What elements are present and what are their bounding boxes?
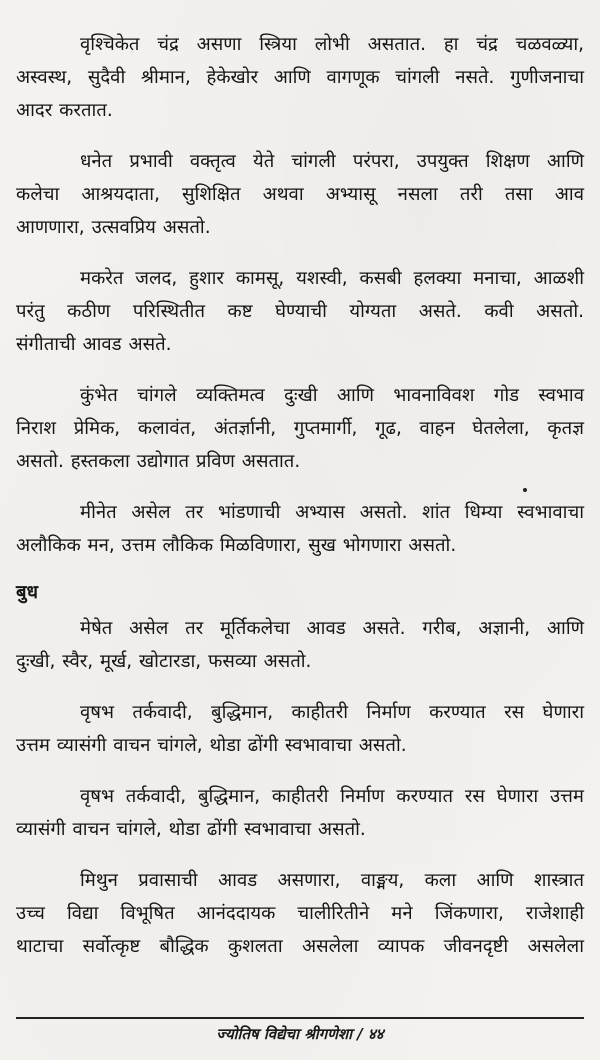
text-line: कुंभेत चांगले व्यक्तिमत्व दुःखी आणि भावनाविवश गोड स्वभाव [80,385,584,406]
paragraph-dhanu-chandra [16,145,584,244]
text-line: अस्वस्थ, सुदैवी श्रीमान, हेकेखोर आणि वागणूक चांगली नसते. गुणीजनाचा [16,67,584,88]
footer-divider [16,1017,584,1019]
text-line: मेषेत असेल तर मूर्तिकलेचा आवड असते. गरीब, अज्ञानी, आणि [80,618,584,639]
text-line: धनेत प्रभावी वक्तृत्व येते चांगली परंपरा, उपयुक्त शिक्षण आणि [80,151,584,172]
text-line: दुःखी, स्वैर, मूर्ख, खोटारडा, फसव्या असतो. [16,651,312,672]
paragraph-makar-chandra [16,262,584,361]
paragraph-mesh-budh [16,612,584,678]
text-line: मिथुन प्रवासाची आवड असणारा, वाङ्मय, कला आणि शास्त्रात [80,870,584,891]
text-line: मकरेत जलद, हुशार कामसू, यशस्वी, कसबी हलक्या मनाचा, आळशी [80,268,584,289]
paragraph-vrishabh-budh-1 [16,696,584,762]
page-footer: ज्योतिष विद्येचा श्रीगणेशा / ४४ [216,1025,384,1043]
text-line: वृषभ तर्कवादी, बुद्धिमान, काहीतरी निर्माण करण्यात रस घेणारा उत्तम [80,786,584,807]
text-line: वृषभ तर्कवादी, बुद्धिमान, काहीतरी निर्माण करण्यात रस घेणारा [80,702,584,723]
paragraph-vrishchik-chandra [16,28,584,127]
paragraph-mithun-budh [16,864,584,963]
text-line: परंतु कठीण परिस्थितीत कष्ट घेण्याची योग्यता असते. कवी असतो. [16,301,584,322]
text-line: कलेचा आश्रयदाता, सुशिक्षित अथवा अभ्यासू नसला तरी तसा आव [16,184,584,205]
text-line: निराश प्रेमिक, कलावंत, अंतर्ज्ञानी, गुप्तमार्गी, गूढ, वाहन घेतलेला, कृतज्ञ [16,418,584,439]
paragraph-meen-chandra [16,496,584,562]
text-line: संगीताची आवड असते. [16,334,172,355]
text-line: उत्तम व्यासंगी वाचन चांगले, थोडा ढोंगी स्वभावाचा असतो. [16,735,407,756]
text-line: असतो. हस्तकला उद्योगात प्रविण असतात. [16,451,301,472]
text-line: वृश्चिकेत चंद्र असणा स्त्रिया लोभी असतात. हा चंद्र चळवळ्या, [80,34,584,55]
text-line: उच्च विद्या विभूषित आनंददायक चालीरितीने मने जिंकणारा, राजेशाही [16,903,584,924]
text-line: अलौकिक मन, उत्तम लौकिक मिळविणारा, सुख भोगणारा असतो. [16,535,457,556]
section-heading-budh: बुध [16,582,38,603]
text-line: मीनेत असेल तर भांडणाची अभ्यास असतो. शांत धिम्या स्वभावाचा [80,502,584,523]
paragraph-vrishabh-budh-2 [16,780,584,846]
text-line: आणणारा, उत्सवप्रिय असतो. [16,217,211,238]
paragraph-kumbh-chandra [16,379,584,478]
text-line: थाटाचा सर्वोत्कृष्ट बौद्धिक कुशलता असलेला व्यापक जीवनदृष्टी असलेला [16,936,584,957]
stray-ink-dot [523,488,527,492]
text-line: आदर करतात. [16,100,113,121]
text-line: व्यासंगी वाचन चांगले, थोडा ढोंगी स्वभावाचा असतो. [16,819,366,840]
